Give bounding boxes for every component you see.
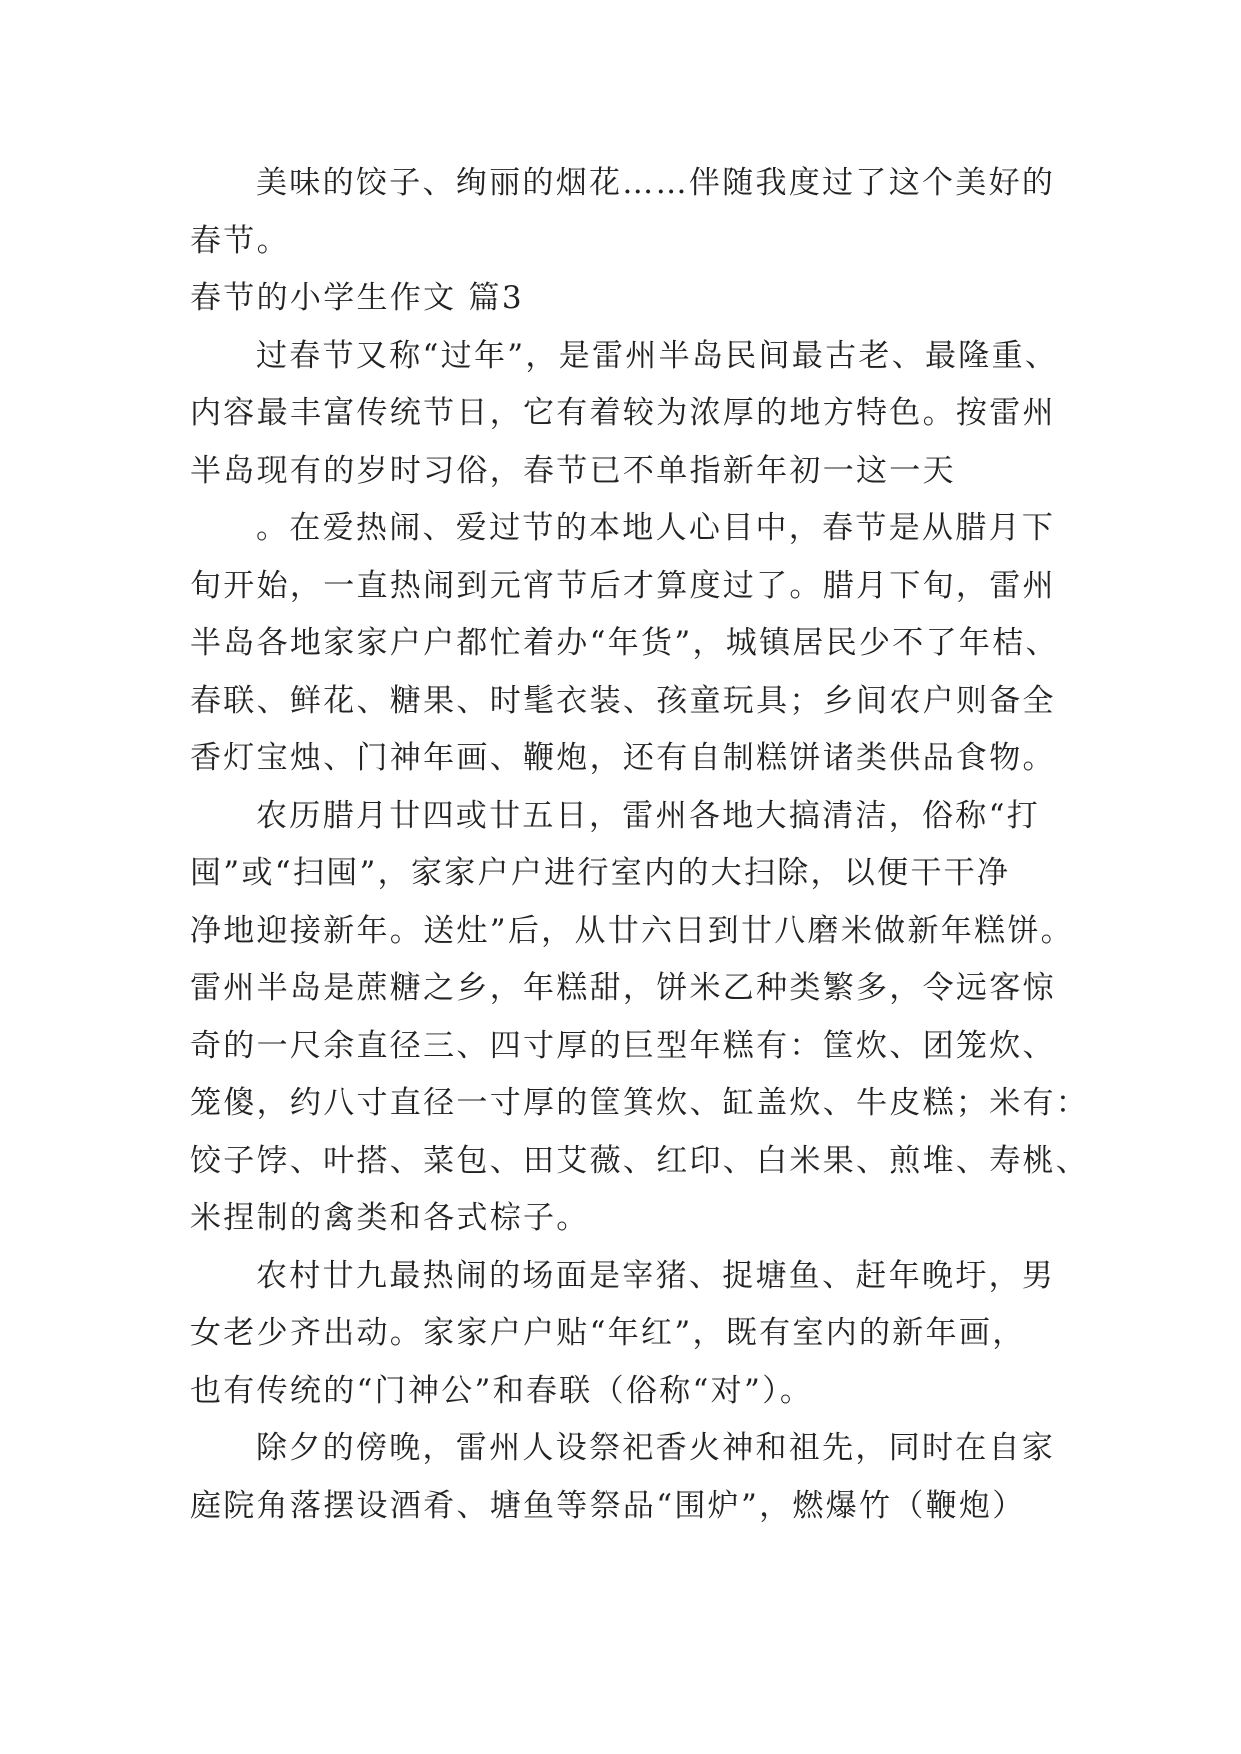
body-text-line: 农村廿九最热闹的场面是宰猪、捉塘鱼、赶年晚圩，男	[256, 1257, 1056, 1294]
body-text-line: 旬开始，一直热闹到元宵节后才算度过了。腊月下旬，雷州	[190, 567, 1056, 604]
body-text-line: 农历腊月廿四或廿五日，雷州各地大搞清洁，俗称“打	[256, 797, 1041, 834]
body-text-line: 也有传统的“门神公”和春联（俗称“对”）。	[190, 1372, 814, 1409]
section-heading: 春节的小学生作文 篇3	[190, 280, 524, 316]
body-text-line: 庭院角落摆设酒肴、塘鱼等祭品“围炉”，燃爆竹（鞭炮）	[190, 1487, 1026, 1524]
body-text-line: 奇的一尺余直径三、四寸厚的巨型年糕有：筐炊、团笼炊、	[190, 1027, 1056, 1064]
body-text-line: 囤”或“扫囤”，家家户户进行室内的大扫除，以便干干净	[190, 855, 1011, 891]
body-text-line: 除夕的傍晚，雷州人设祭祀香火神和祖先，同时在自家	[256, 1430, 1056, 1466]
body-text-line: 饺子饽、叶搭、菜包、田艾薇、红印、白米果、煎堆、寿桃、	[190, 1142, 1090, 1179]
body-text-line: 雷州半岛是蔗糖之乡，年糕甜，饼米乙种类繁多，令远客惊	[190, 970, 1056, 1006]
body-text-line: 春联、鲜花、糖果、时髦衣装、孩童玩具；乡间农户则备全	[190, 682, 1056, 719]
body-text-line: 半岛现有的岁时习俗，春节已不单指新年初一这一天	[190, 452, 956, 489]
body-text-line: 香灯宝烛、门神年画、鞭炮，还有自制糕饼诸类供品食物。	[190, 740, 1056, 776]
body-text-line: 净地迎接新年。送灶”后，从廿六日到廿八磨米做新年糕饼。	[190, 912, 1074, 949]
body-text-line: 米捏制的禽类和各式棕子。	[190, 1200, 590, 1236]
body-text-line: 美味的饺子、绚丽的烟花……伴随我度过了这个美好的	[256, 165, 1056, 201]
document-page	[190, 155, 1090, 1535]
body-text-line: 过春节又称“过年”，是雷州半岛民间最古老、最隆重、	[256, 337, 1059, 374]
body-text-line: 内容最丰富传统节日，它有着较为浓厚的地方特色。按雷州	[190, 395, 1056, 431]
body-text-line: 。在爱热闹、爱过节的本地人心目中，春节是从腊月下	[256, 510, 1056, 546]
body-text-line: 笼傻，约八寸直径一寸厚的筐箕炊、缸盖炊、牛皮糕；米有：	[190, 1085, 1090, 1121]
body-text-line: 春节。	[190, 222, 290, 259]
body-text-line: 半岛各地家家户户都忙着办“年货”，城镇居民少不了年桔、	[190, 625, 1059, 661]
body-text-line: 女老少齐出动。家家户户贴“年红”，既有室内的新年画，	[190, 1315, 1026, 1351]
